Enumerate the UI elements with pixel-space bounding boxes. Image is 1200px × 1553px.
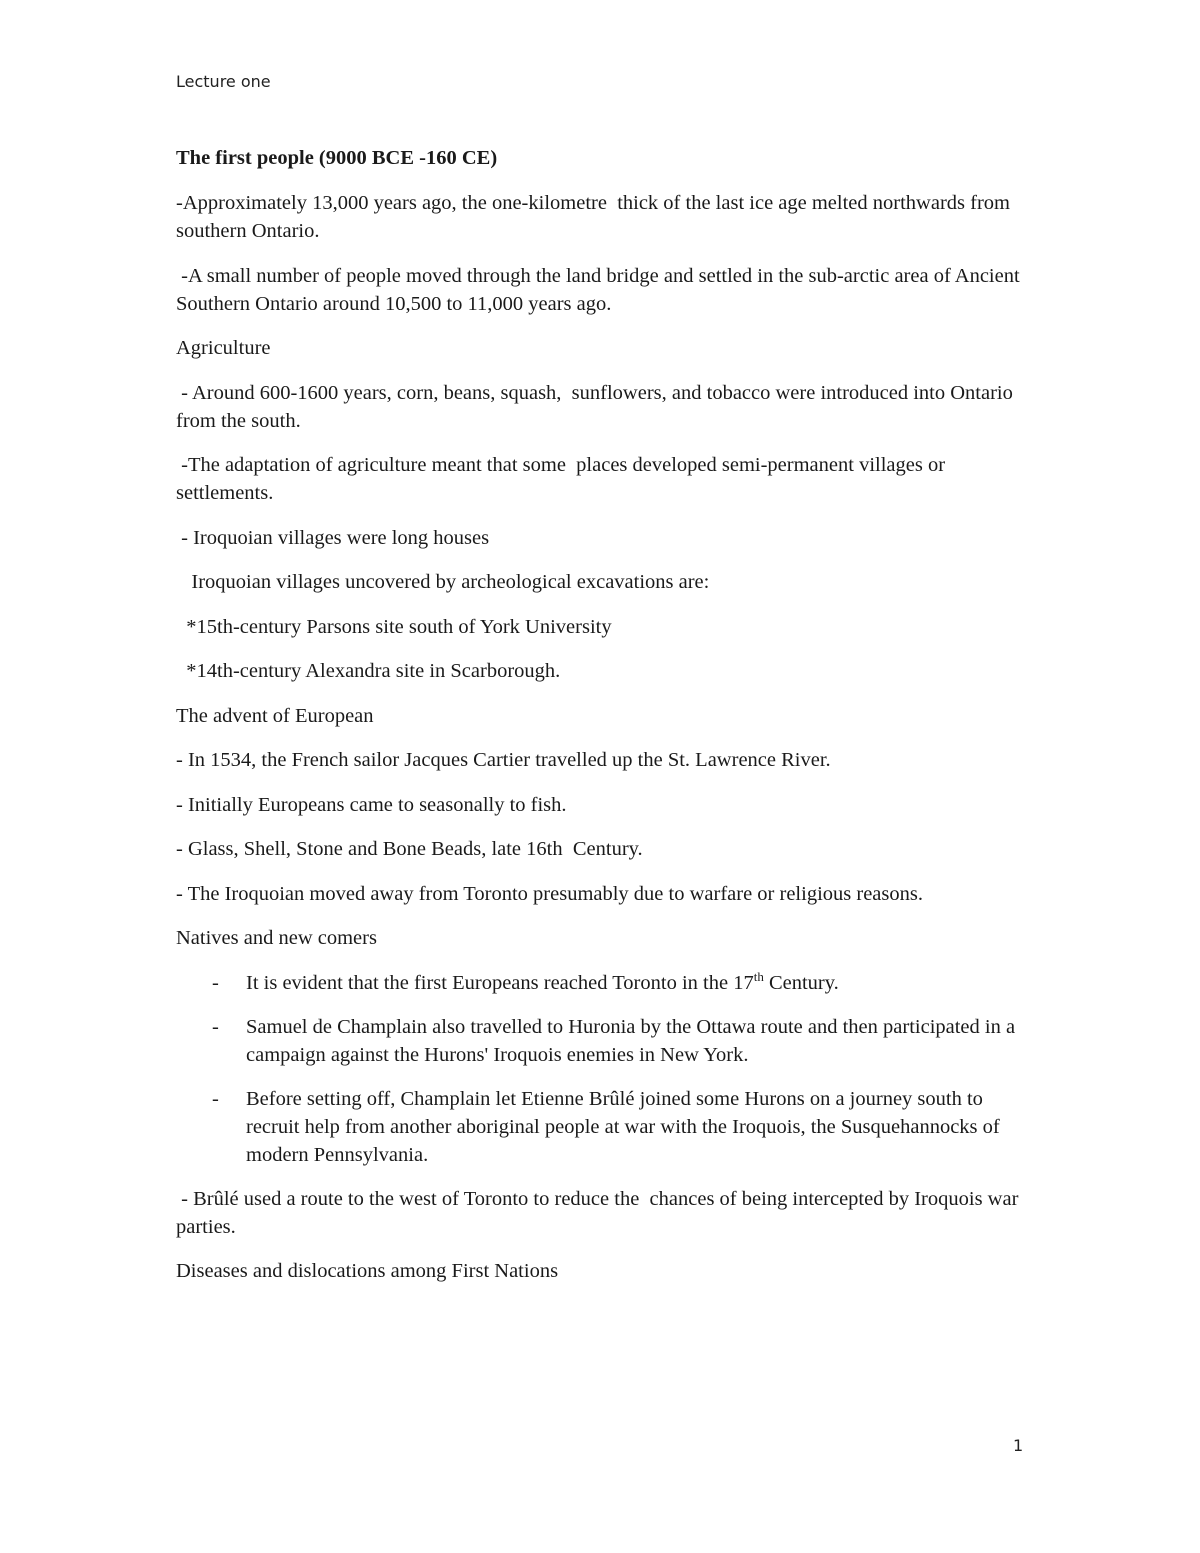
dash-bullet: - bbox=[212, 971, 219, 994]
list-item bbox=[176, 969, 1036, 997]
paragraph: -The adaptation of agriculture meant that some places developed semi-permanent villages or settlements. bbox=[176, 454, 951, 504]
list-item-text: Century. bbox=[763, 971, 839, 994]
list-item-text: Samuel de Champlain also travelled to Huronia by the Ottawa route and then participated in a campaign against the Hurons' Iroquois enemies in New York. bbox=[246, 1015, 1016, 1066]
paragraph: Iroquoian villages uncovered by archeological excavations are: bbox=[176, 571, 710, 593]
paragraph: - The Iroquoian moved away from Toronto presumably due to warfare or religious reasons. bbox=[176, 882, 923, 905]
paragraph: *15th-century Parsons site south of York University bbox=[176, 615, 612, 638]
superscript: th bbox=[753, 968, 764, 984]
list-item-text: Before setting off, Champlain let Etienne Brûlé joined some Hurons on a journey south to recruit help from another aboriginal people at war with the Iroquois, the Susquehannocks of modern Pennsylvania. bbox=[246, 1087, 1000, 1166]
page-header: Lecture one bbox=[176, 72, 271, 91]
paragraph: - Iroquoian villages were long houses bbox=[176, 526, 490, 549]
section-heading-agriculture: Agriculture bbox=[176, 337, 271, 359]
paragraph: -A small number of people moved through the land bridge and settled in the sub-arctic area of Ancient Southern Ontario around 10,500 to 11,000 years ago. bbox=[176, 264, 1025, 315]
list-item bbox=[176, 1013, 1036, 1069]
paragraph: -Approximately 13,000 years ago, the one-kilometre thick of the last ice age melted northwards from southern Ontario. bbox=[176, 192, 1016, 242]
dash-bullet: - bbox=[212, 1087, 219, 1110]
section-title: The first people (9000 BCE -160 CE) bbox=[176, 147, 498, 169]
list-item-text: It is evident that the first Europeans reached Toronto in the 17 bbox=[246, 971, 754, 994]
dash-bullet: - bbox=[212, 1015, 219, 1038]
paragraph: - Brûlé used a route to the west of Toronto to reduce the chances of being intercepted by Iroquois war parties. bbox=[176, 1187, 1024, 1238]
section-heading-diseases: Diseases and dislocations among First Nations bbox=[176, 1260, 559, 1282]
section-heading-european: The advent of European bbox=[176, 704, 374, 727]
paragraph: - Around 600-1600 years, corn, beans, squash, sunflowers, and tobacco were introduced into Ontario from the south. bbox=[176, 381, 1018, 432]
section-heading-natives: Natives and new comers bbox=[176, 927, 377, 949]
paragraph: *14th-century Alexandra site in Scarborough. bbox=[176, 660, 561, 682]
document-body bbox=[176, 144, 1036, 1302]
paragraph: - In 1534, the French sailor Jacques Cartier travelled up the St. Lawrence River. bbox=[176, 749, 831, 771]
paragraph: - Initially Europeans came to seasonally to fish. bbox=[176, 793, 567, 816]
bullet-list bbox=[176, 969, 1036, 1169]
list-item bbox=[176, 1085, 1036, 1169]
page-number: 1 bbox=[1013, 1436, 1024, 1455]
paragraph: - Glass, Shell, Stone and Bone Beads, late 16th Century. bbox=[176, 838, 643, 860]
